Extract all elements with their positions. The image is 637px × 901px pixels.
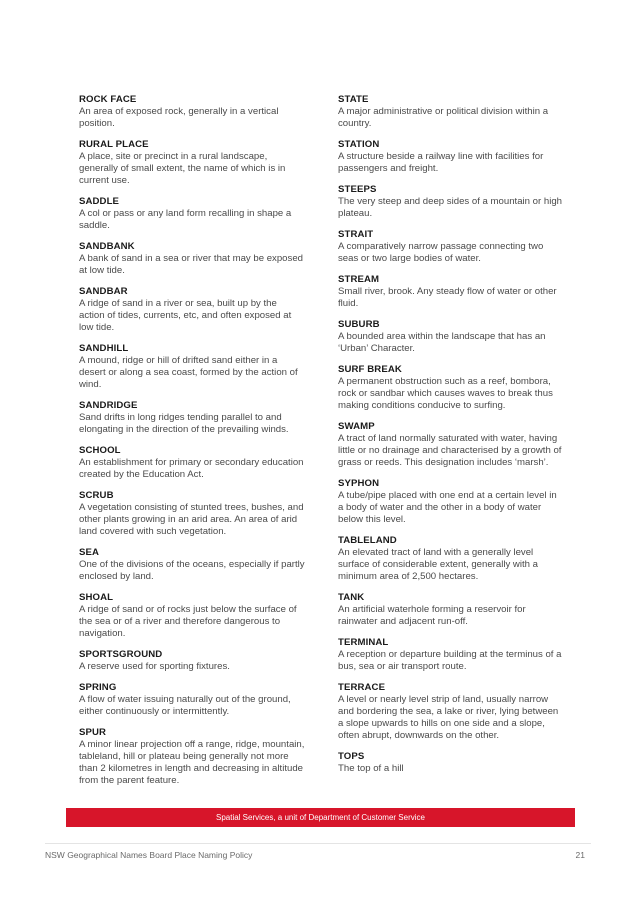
glossary-entry: [338, 318, 564, 355]
entry-term: SCRUB: [79, 490, 114, 501]
glossary-entry: [79, 489, 305, 538]
entry-term: SANDRIDGE: [79, 400, 138, 411]
entry-definition: A tube/pipe placed with one end at a certain level in a body of water and the other in a body of water below this level.: [338, 490, 557, 525]
entry-definition: A vegetation consisting of stunted trees, bushes, and other plants growing in an arid area. An area of arid land covered with such vegetation.: [79, 502, 304, 537]
entry-definition: A reserve used for sporting fixtures.: [79, 661, 230, 672]
organisation-banner: Spatial Services, a unit of Department of Customer Service: [66, 808, 575, 827]
entry-term: STRAIT: [338, 229, 374, 240]
glossary-entry: [338, 93, 564, 130]
entry-term: ROCK FACE: [79, 94, 137, 105]
entry-definition: A minor linear projection off a range, ridge, mountain, tableland, hill or plateau being generally not more than 2 kilometres in length and decreasing in altitude from the parent feature.: [79, 739, 305, 786]
entry-definition: An area of exposed rock, generally in a vertical position.: [79, 106, 279, 129]
entry-term: TERRACE: [338, 682, 386, 693]
entry-term: RURAL PLACE: [79, 139, 149, 150]
glossary-entry: [79, 648, 305, 673]
glossary-entry: [79, 444, 305, 481]
glossary-entry: [338, 273, 564, 310]
glossary-entry: [338, 183, 564, 220]
glossary-entry: [79, 285, 305, 334]
entry-term: SHOAL: [79, 592, 114, 603]
entry-definition: Sand drifts in long ridges tending parallel to and elongating in the direction of the prevailing winds.: [79, 412, 289, 435]
entry-definition: A tract of land normally saturated with water, having little or no drainage and characterised by a growth of grass or reeds. This designation includes ‘marsh’.: [338, 433, 562, 468]
glossary-entry: [79, 681, 305, 718]
entry-term: TABLELAND: [338, 535, 397, 546]
glossary-entry: [79, 240, 305, 277]
entry-term: SUBURB: [338, 319, 380, 330]
glossary-column-right: [338, 93, 564, 783]
entry-definition: One of the divisions of the oceans, especially if partly enclosed by land.: [79, 559, 305, 582]
entry-definition: A mound, ridge or hill of drifted sand either in a desert or along a sea coast, formed by the action of wind.: [79, 355, 298, 390]
entry-term: SANDBAR: [79, 286, 128, 297]
glossary-entry: [79, 138, 305, 187]
entry-definition: Small river, brook. Any steady flow of water or other fluid.: [338, 286, 557, 309]
footer-title: NSW Geographical Names Board Place Naming Policy: [45, 850, 253, 860]
entry-definition: An artificial waterhole forming a reservoir for rainwater and adjacent run-off.: [338, 604, 526, 627]
entry-definition: The top of a hill: [338, 763, 404, 774]
entry-definition: A col or pass or any land form recalling in shape a saddle.: [79, 208, 292, 231]
glossary-entry: [338, 420, 564, 469]
entry-term: TANK: [338, 592, 365, 603]
entry-term: STATE: [338, 94, 369, 105]
entry-term: SEA: [79, 547, 100, 558]
entry-definition: A bounded area within the landscape that has an ‘Urban’ Character.: [338, 331, 546, 354]
footer-divider: [45, 843, 591, 844]
entry-definition: A structure beside a railway line with facilities for passengers and freight.: [338, 151, 544, 174]
glossary-entry: [338, 534, 564, 583]
entry-definition: A permanent obstruction such as a reef, bombora, rock or sandbar which causes waves to break thus making conditions conducive to surfing.: [338, 376, 553, 411]
entry-term: SCHOOL: [79, 445, 121, 456]
entry-definition: A major administrative or political division within a country.: [338, 106, 549, 129]
entry-definition: An elevated tract of land with a generally level surface of considerable extent, generally with a minimum area of 2,500 hectares.: [338, 547, 538, 582]
glossary-entry: [338, 681, 564, 742]
glossary-entry: [79, 726, 305, 787]
glossary-entry: [79, 546, 305, 583]
entry-definition: A flow of water issuing naturally out of the ground, either continuously or intermittently.: [79, 694, 291, 717]
entry-definition: A level or nearly level strip of land, usually narrow and bordering the sea, a lake or river, lying between a slope upwards to hills on one side and a slope, often abrupt, downwards on the other.: [338, 694, 559, 741]
glossary-entry: [338, 477, 564, 526]
entry-term: TOPS: [338, 751, 365, 762]
entry-term: SPUR: [79, 727, 107, 738]
entry-term: SPRING: [79, 682, 117, 693]
glossary-entry: [79, 195, 305, 232]
entry-term: SANDBANK: [79, 241, 135, 252]
glossary-entry: [338, 138, 564, 175]
entry-term: STATION: [338, 139, 380, 150]
entry-term: SANDHILL: [79, 343, 129, 354]
entry-term: TERMINAL: [338, 637, 389, 648]
entry-term: SYPHON: [338, 478, 380, 489]
glossary-entry: [338, 363, 564, 412]
entry-term: STREAM: [338, 274, 380, 285]
entry-term: SURF BREAK: [338, 364, 402, 375]
entry-definition: An establishment for primary or secondary education created by the Education Act.: [79, 457, 304, 480]
entry-term: STEEPS: [338, 184, 377, 195]
entry-definition: A place, site or precinct in a rural landscape, generally of small extent, the name of which is in current use.: [79, 151, 286, 186]
entry-definition: A bank of sand in a sea or river that may be exposed at low tide.: [79, 253, 303, 276]
entry-definition: A reception or departure building at the terminus of a bus, sea or air transport route.: [338, 649, 562, 672]
glossary-entry: [79, 342, 305, 391]
glossary-entry: [338, 228, 564, 265]
glossary-column-left: [79, 93, 305, 795]
glossary-entry: [79, 399, 305, 436]
entry-term: SADDLE: [79, 196, 120, 207]
entry-definition: A ridge of sand in a river or sea, built up by the action of tides, currents, etc, and often exposed at low tide.: [79, 298, 292, 333]
glossary-entry: [338, 636, 564, 673]
entry-term: SWAMP: [338, 421, 375, 432]
glossary-entry: [79, 591, 305, 640]
entry-term: SPORTSGROUND: [79, 649, 163, 660]
entry-definition: A ridge of sand or of rocks just below the surface of the sea or of a river and therefore dangerous to navigation.: [79, 604, 297, 639]
entry-definition: A comparatively narrow passage connecting two seas or two large bodies of water.: [338, 241, 544, 264]
entry-definition: The very steep and deep sides of a mountain or high plateau.: [338, 196, 562, 219]
glossary-entry: [338, 591, 564, 628]
page-number: 21: [575, 850, 585, 860]
glossary-entry: [338, 750, 564, 775]
glossary-entry: [79, 93, 305, 130]
